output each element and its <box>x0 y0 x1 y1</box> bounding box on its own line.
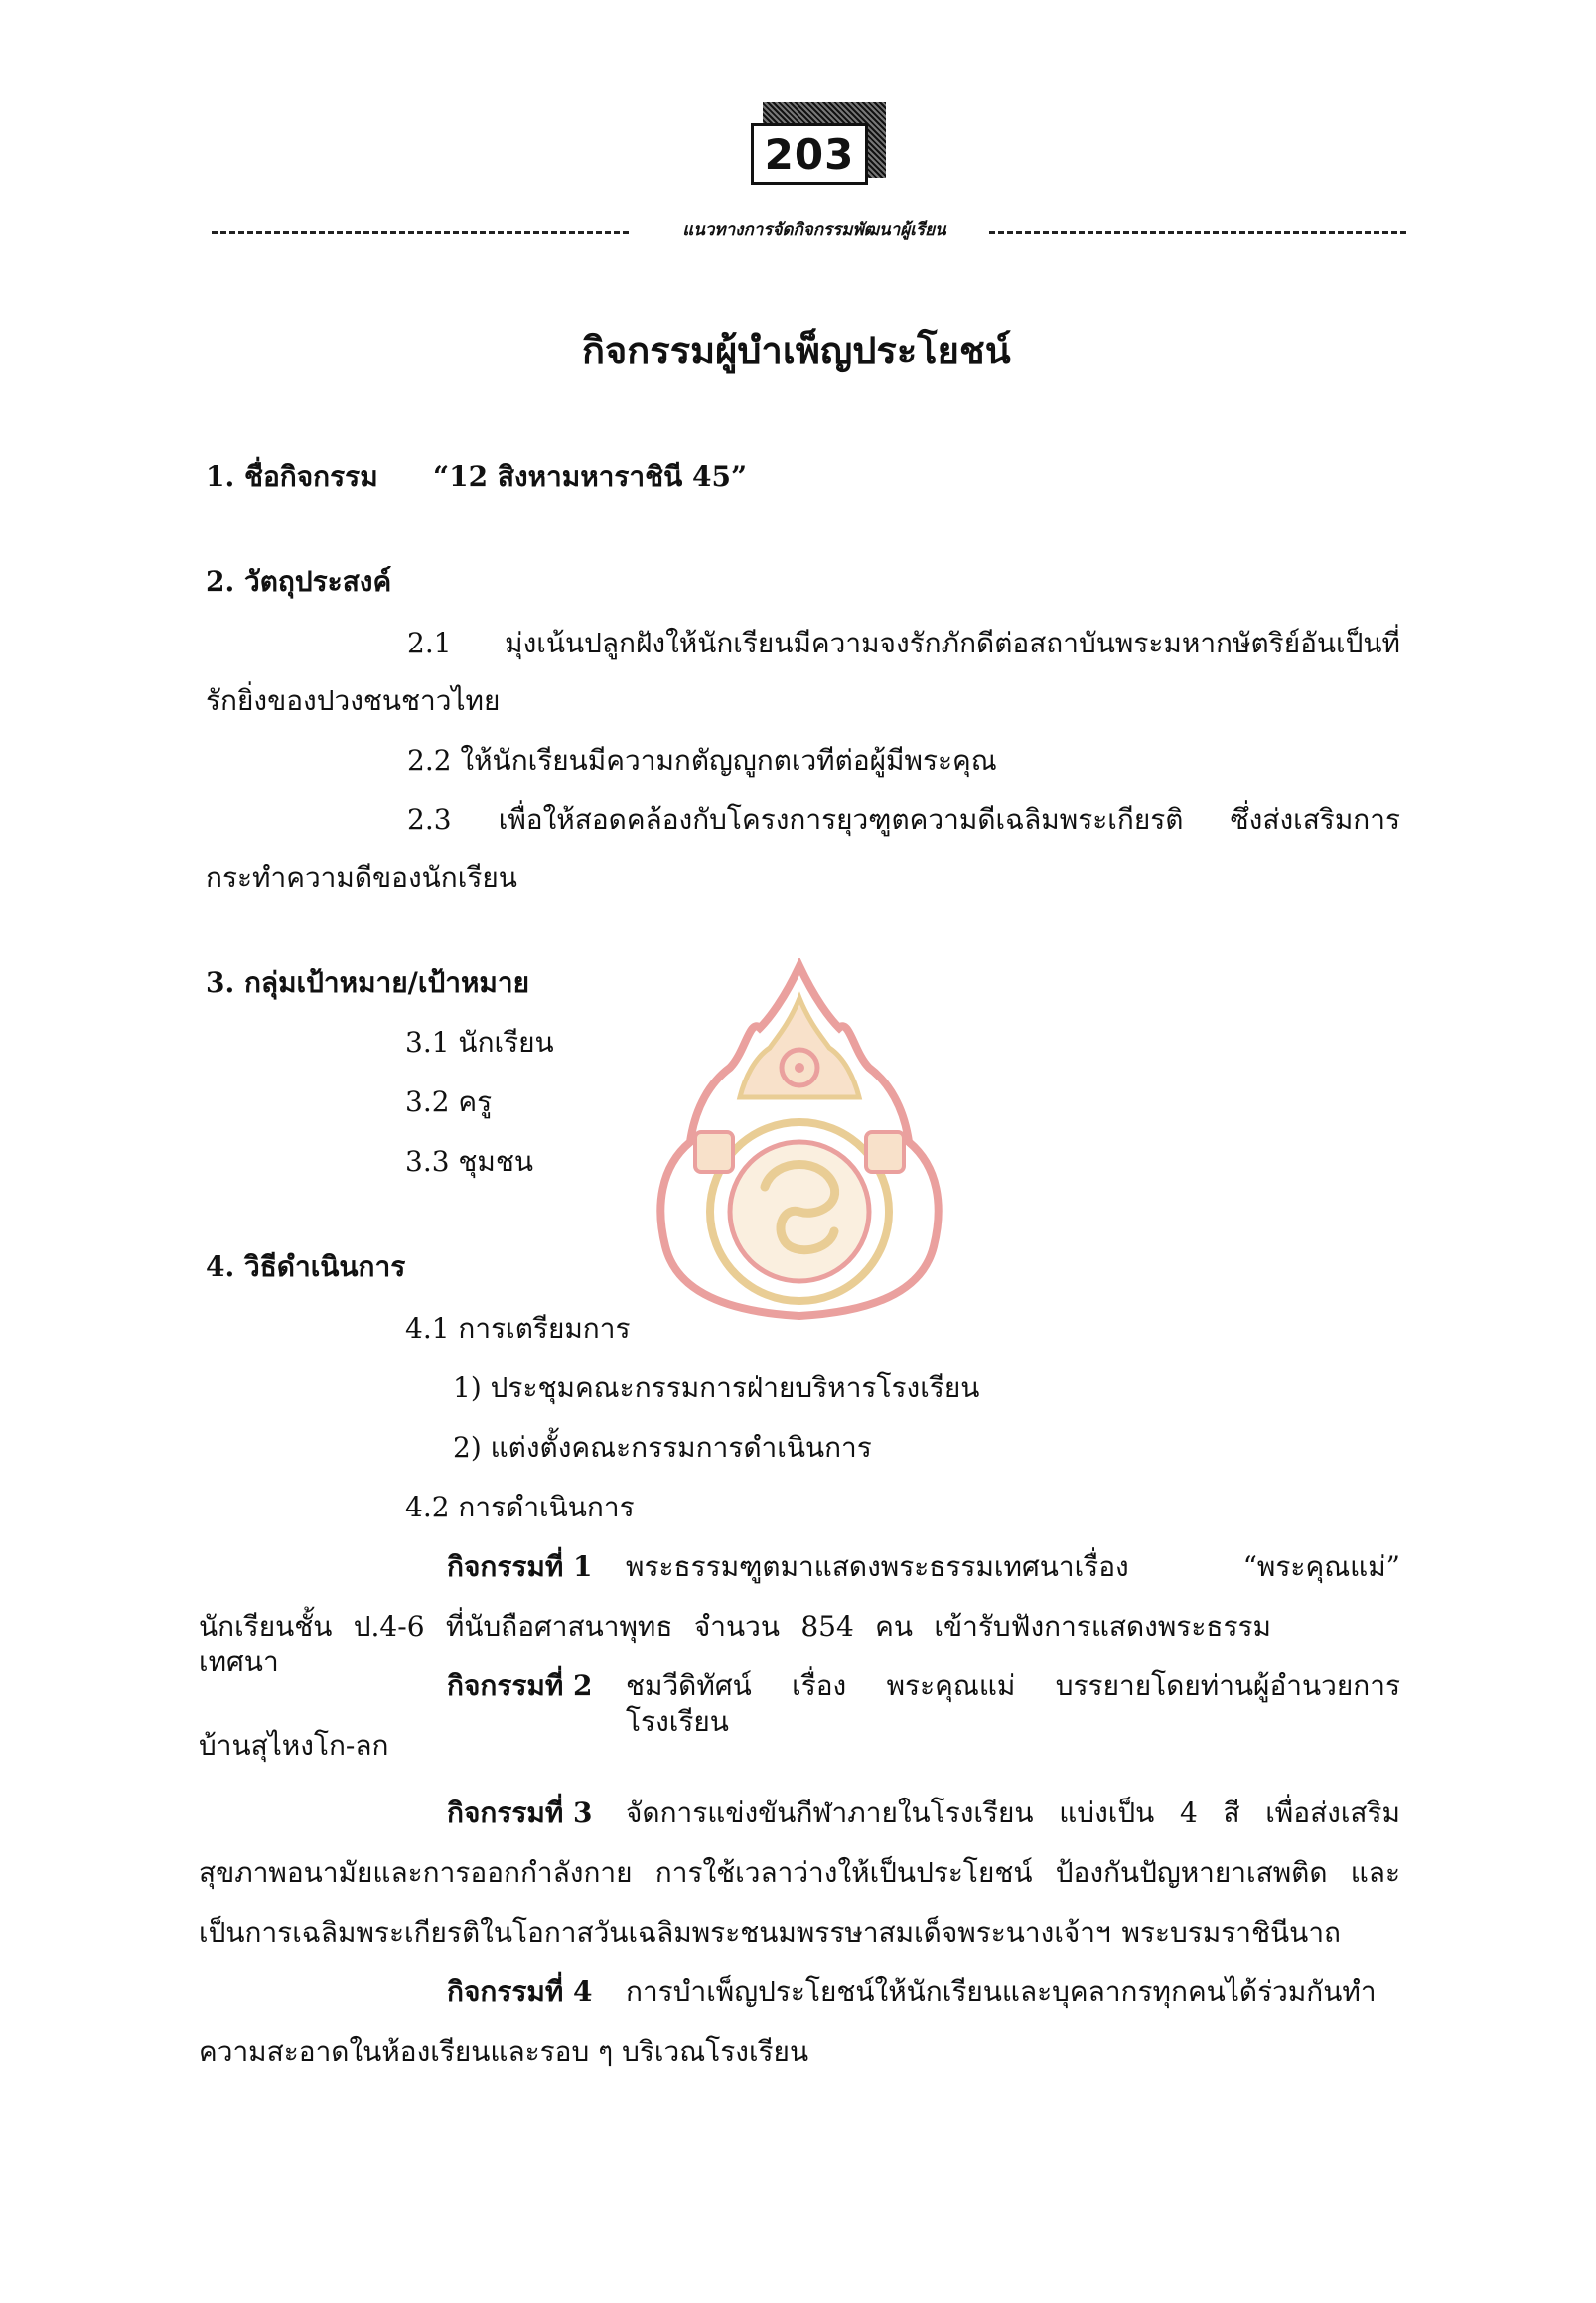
objective-2-3: 2.3 เพื่อให้สอดคล้องกับโครงการยุวฑูตความดีเฉลิมพระเกียรติ ซึ่งส่งเสริมการ <box>407 803 1400 836</box>
running-header: แนวทางการจัดกิจกรรมพัฒนาผู้เรียน <box>682 220 946 240</box>
objective-2-1-cont: รักยิ่งของปวงชนชาวไทย <box>206 684 501 717</box>
activity-2-text: ชมวีดิทัศน์ เรื่อง พระคุณแม่ บรรยายโดยท่านผู้อำนวยการโรงเรียน <box>626 1669 1400 1738</box>
header-rule-left <box>212 231 629 234</box>
activity-2-text-cont: บ้านสุไหงโก-ลก <box>199 1729 389 1762</box>
procedure-4-1: 4.1 การเตรียมการ <box>405 1312 631 1345</box>
activity-1-label: กิจกรรมที่ 1 <box>447 1550 593 1583</box>
target-3-3: 3.3 ชุมชน <box>405 1145 534 1178</box>
prep-step-2: 2) แต่งตั้งคณะกรรมการดำเนินการ <box>453 1431 872 1464</box>
activity-4-label: กิจกรรมที่ 4 <box>447 1975 593 2008</box>
section-4-heading: 4. วิธีดำเนินการ <box>206 1250 406 1283</box>
target-3-2: 3.2 ครู <box>405 1085 493 1118</box>
activity-3-text-cont-1: สุขภาพอนามัยและการออกกำลังกาย การใช้เวลาว่างให้เป็นประโยชน์ ป้องกันปัญหายาเสพติด และ <box>199 1856 1400 1889</box>
activity-3-text: จัดการแข่งขันกีฬาภายในโรงเรียน แบ่งเป็น 4 สี เพื่อส่งเสริม <box>626 1797 1400 1829</box>
objective-2-3-cont: กระทำความดีของนักเรียน <box>206 861 517 894</box>
procedure-4-2: 4.2 การดำเนินการ <box>405 1491 635 1523</box>
activity-name: “12 สิงหามหาราชินี 45” <box>433 460 748 493</box>
objective-2-2: 2.2 ให้นักเรียนมีความกตัญญูกตเวทีต่อผู้มีพระคุณ <box>407 744 997 777</box>
seal-watermark-icon <box>655 958 943 1321</box>
section-2-heading: 2. วัตถุประสงค์ <box>206 565 392 598</box>
activity-2-label: กิจกรรมที่ 2 <box>447 1669 593 1702</box>
section-1-heading: 1. ชื่อกิจกรรม <box>206 460 378 493</box>
target-3-1: 3.1 นักเรียน <box>405 1026 554 1059</box>
page-number: 203 <box>751 123 868 185</box>
header-rule-right <box>989 231 1406 234</box>
section-3-heading: 3. กลุ่มเป้าหมาย/เป้าหมาย <box>206 966 529 999</box>
activity-4-text: การบำเพ็ญประโยชน์ให้นักเรียนและบุคลากรทุกคนได้ร่วมกันทำ <box>626 1975 1377 2008</box>
objective-2-1: 2.1 มุ่งเน้นปลูกฝังให้นักเรียนมีความจงรักภักดีต่อสถาบันพระมหากษัตริย์อันเป็นที่ <box>407 627 1400 659</box>
activity-3-label: กิจกรรมที่ 3 <box>447 1797 593 1829</box>
activity-1-text-cont: นักเรียนชั้น ป.4-6 ที่นับถือศาสนาพุทธ จำนวน 854 คน เข้ารับฟังการแสดงพระธรรมเทศนา <box>199 1610 1271 1678</box>
prep-step-1: 1) ประชุมคณะกรรมการฝ่ายบริหารโรงเรียน <box>453 1371 980 1404</box>
activity-3-text-cont-2: เป็นการเฉลิมพระเกียรติในโอกาสวันเฉลิมพระชนมพรรษาสมเด็จพระนางเจ้าฯ พระบรมราชินีนาถ <box>199 1916 1341 1948</box>
activity-1-text: พระธรรมฑูตมาแสดงพระธรรมเทศนาเรื่อง “พระคุณแม่” <box>626 1550 1400 1583</box>
document-title: กิจกรรมผู้บำเพ็ญประโยชน์ <box>582 328 1011 372</box>
activity-4-text-cont: ความสะอาดในห้องเรียนและรอบ ๆ บริเวณโรงเรียน <box>199 2035 809 2068</box>
